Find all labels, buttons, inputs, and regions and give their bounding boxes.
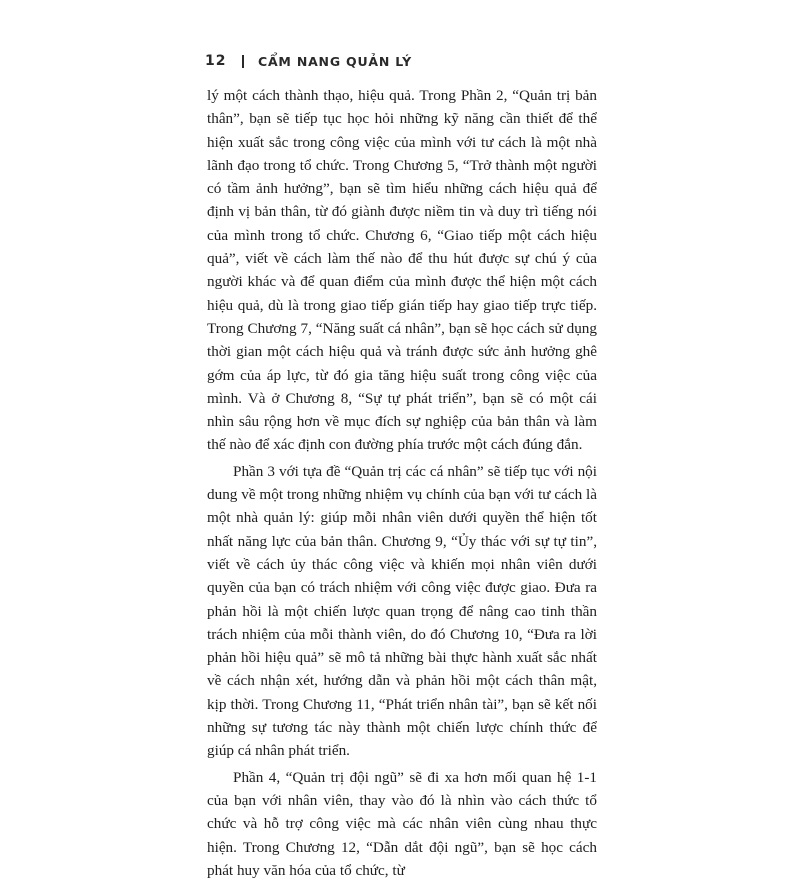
header-separator xyxy=(242,55,244,68)
page-number: 12 xyxy=(205,53,227,69)
paragraph-continued: lý một cách thành thạo, hiệu quả. Trong Phần 2, “Quản trị bản thân”, bạn sẽ tiếp tục học hỏi những kỹ năng cần thiết để thể hiện xuất sắc trong công việc của mình với tư cách là một nhà lãnh đạo trong tổ chức. Trong Chương 5, “Trở thành một người có tầm ảnh hưởng”, bạn sẽ tìm hiểu những cách hiệu quả để định vị bản thân, từ đó giành được niềm tin và duy trì tiếng nói của mình trong tổ chức. Chương 6, “Giao tiếp một cách hiệu quả”, viết về cách làm thế nào để thu hút được sự chú ý của người khác và để quan điểm của mình được thể hiện một cách hiệu quả, dù là trong giao tiếp gián tiếp hay giao tiếp trực tiếp. Trong Chương 7, “Năng suất cá nhân”, bạn sẽ học cách sử dụng thời gian một cách hiệu quả và tránh được sức ảnh hưởng ghê gớm của áp lực, từ đó gia tăng hiệu suất trong công việc của mình. Và ở Chương 8, “Sự tự phát triển”, bạn sẽ có một cái nhìn sâu rộng hơn về mục đích sự nghiệp của bản thân và làm thế nào để xác định con đường phía trước một cách đúng đắn. xyxy=(207,87,597,454)
running-header xyxy=(205,50,412,72)
book-title: CẨM NANG QUẢN LÝ xyxy=(257,53,412,69)
body-text xyxy=(207,84,597,885)
paragraph-part-3: Phần 3 với tựa đề “Quản trị các cá nhân” sẽ tiếp tục với nội dung về một trong những nhiệm vụ chính của bạn với tư cách là một nhà quản lý: giúp mỗi nhân viên dưới quyền thể hiện tốt nhất năng lực của bản thân. Chương 9, “Ủy thác với sự tự tin”, viết về cách ủy thác công việc và khiến mọi nhân viên dưới quyền của bạn có trách nhiệm với công việc được giao. Đưa ra phản hồi là một chiến lược quan trọng để nâng cao tinh thần trách nhiệm của mỗi thành viên, do đó Chương 10, “Đưa ra lời phản hồi hiệu quả” sẽ mô tả những bài thực hành xuất sắc nhất về cách nhận xét, hướng dẫn và phản hồi một cách thân mật, kịp thời. Trong Chương 11, “Phát triển nhân tài”, bạn sẽ kết nối những sự tương tác này thành một chiến lược chính thức để giúp cá nhân phát triển. xyxy=(207,462,597,760)
paragraph-part-4: Phần 4, “Quản trị đội ngũ” sẽ đi xa hơn mối quan hệ 1-1 của bạn với nhân viên, thay vào đó là nhìn vào cách thức tổ chức và hỗ trợ công việc mà các nhân viên cùng nhau thực hiện. Trong Chương 12, “Dẫn dắt đội ngũ”, bạn sẽ học cách phát huy văn hóa của tổ chức, từ xyxy=(207,768,597,879)
